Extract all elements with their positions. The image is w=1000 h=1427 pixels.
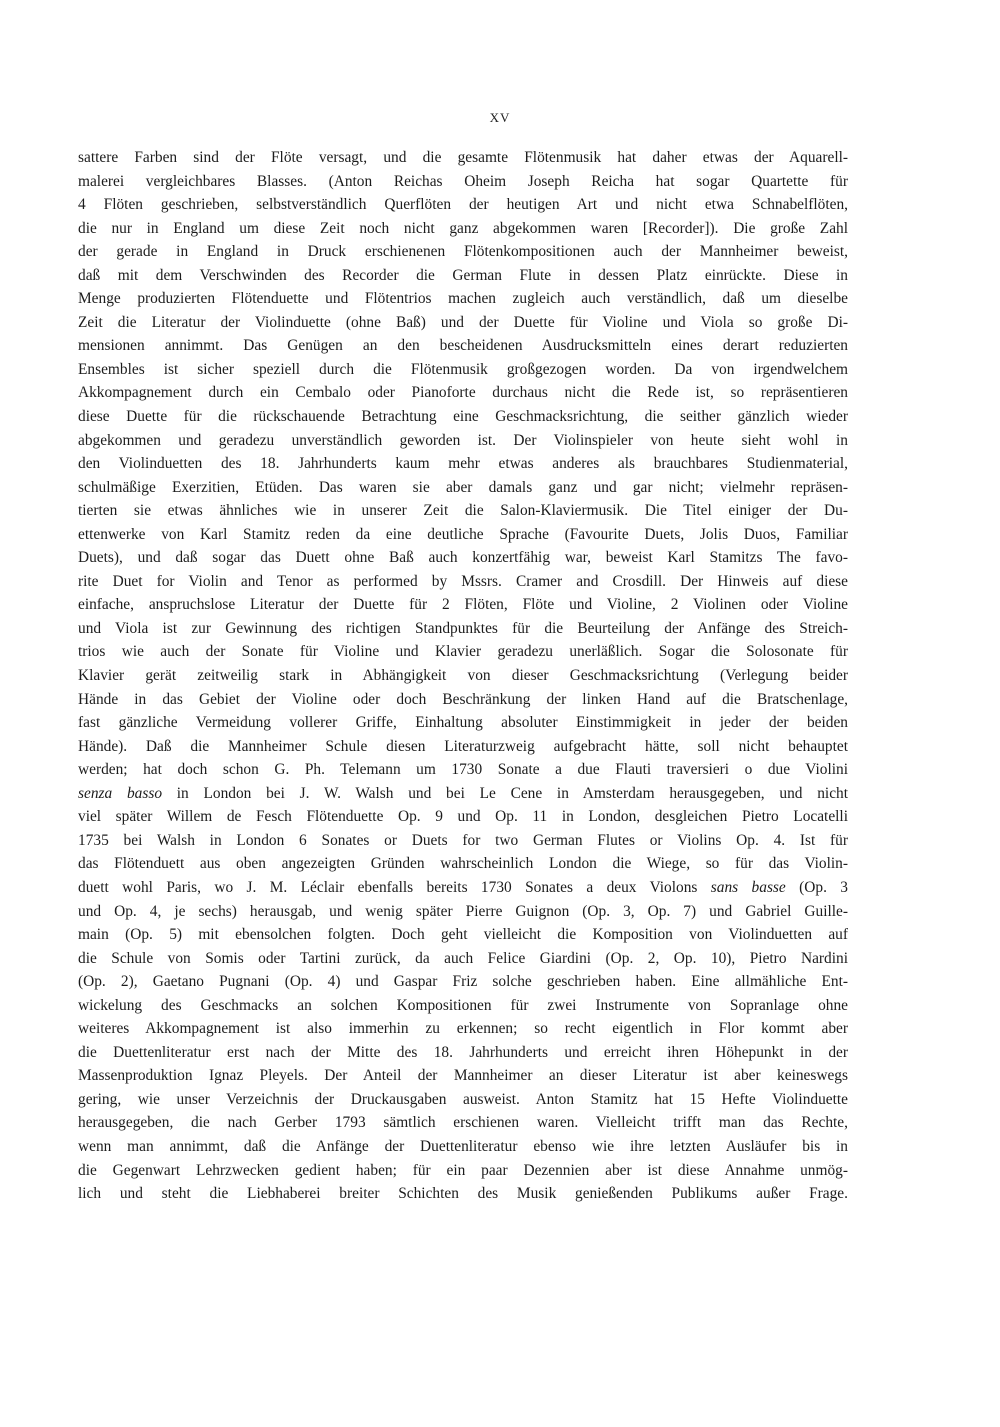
text-line: fast gänzliche Vermeidung vollerer Griffe, Einhaltung absoluter Einstimmigkeit in jeder der beiden — [78, 714, 848, 732]
text-line: der gerade in England in Druck erschienenen Flötenkompositionen auch der Mannheimer beweist, — [78, 243, 848, 261]
text-line: Zeit die Literatur der Violinduette (ohne Baß) und der Duette für Violine und Viola so große Di- — [78, 313, 848, 331]
text-line: senza basso in London bei J. W. Walsh und bei Le Cene in Amsterdam herausgegeben, und nicht — [78, 784, 848, 802]
text-line: Hände in das Gebiet der Violine oder doch Beschränkung der linken Hand auf die Bratschenlage, — [78, 690, 848, 708]
text-line: gering, wie unser Verzeichnis der Druckausgaben ausweist. Anton Stamitz hat 15 Hefte Violinduette — [78, 1090, 848, 1108]
text-line: viel später Willem de Fesch Flötenduette Op. 9 und Op. 11 in London, desgleichen Pietro Locatelli — [78, 808, 848, 826]
text-line: tierten sie etwas ähnliches wie in unserer Zeit die Salon-Klaviermusik. Die Titel einiger der Du- — [78, 502, 848, 520]
text-line: wenn man annimmt, daß die Anfänge der Duettenliteratur ebenso wie ihre letzten Ausläufer bis in — [78, 1137, 848, 1155]
text-line: Massenproduktion Ignaz Pleyels. Der Anteil der Mannheimer an dieser Literatur ist aber keineswegs — [78, 1067, 848, 1085]
text-line: Duets), und daß sogar das Duett ohne Baß auch konzertfähig war, beweist Karl Stamitzs The favo- — [78, 549, 848, 567]
text-line: die nur in England um diese Zeit noch nicht ganz abgekommen waren [Recorder]). Die große Zahl — [78, 219, 848, 237]
text-line: malerei vergleichbares Blasses. (Anton Reichas Oheim Joseph Reicha hat sogar Quartette für — [78, 172, 848, 190]
text-line: das Flötenduett aus oben angezeigten Gründen wahrscheinlich London die Wiege, so für das Violin- — [78, 855, 848, 873]
text-line: ettenwerke von Karl Stamitz reden da eine deutliche Sprache (Favourite Duets, Jolis Duos, Familiar — [78, 525, 848, 543]
text-line: diese Duette für die rückschauende Betrachtung eine Geschmacksrichtung, die seither gänzlich wieder — [78, 408, 848, 426]
text-line: und Op. 4, je sechs) herausgab, und wenig später Pierre Guignon (Op. 3, Op. 7) und Gabriel Guille- — [78, 902, 848, 920]
text-line: herausgegeben, die nach Gerber 1793 sämtlich erschienen waren. Vielleicht trifft man das Rechte, — [78, 1114, 848, 1132]
text-line: trios wie auch der Sonate für Violine und Klavier geradezu unerläßlich. Sogar die Solosonate für — [78, 643, 848, 661]
text-line: Ensembles ist sicher speziell durch die Flötenmusik großgezogen worden. Da von irgendwelchem — [78, 360, 848, 378]
text-line: mensionen annimmt. Das Genügen an den bescheidenen Ausdrucksmitteln eines derart reduzierten — [78, 337, 848, 355]
italic-phrase: sans basse — [710, 878, 786, 896]
text-line: sattere Farben sind der Flöte versagt, und die gesamte Flötenmusik hat daher etwas der Aquarell- — [78, 149, 848, 166]
page-number: XV — [489, 110, 511, 125]
text-line: (Op. 2), Gaetano Pugnani (Op. 4) und Gaspar Friz solche geschrieben haben. Eine allmähliche Ent- — [78, 973, 848, 991]
text-line: lich und steht die Liebhaberei breiter Schichten des Musik genießenden Publikums außer Frage. — [78, 1185, 848, 1203]
text-line: die Gegenwart Lehrzwecken gedient haben; für ein paar Dezennien aber ist diese Annahme unmög- — [78, 1161, 848, 1179]
text-line: Akkompagnement durch ein Cembalo oder Pianoforte durchaus nicht die Rede ist, so repräsentieren — [78, 384, 848, 402]
text-line: Klavier gerät zeitweilig stark in Abhängigkeit von dieser Geschmacksrichtung (Verlegung beider — [78, 667, 848, 685]
text-line: und Viola ist zur Gewinnung des richtigen Standpunktes für die Beurteilung der Anfänge des Streich- — [78, 619, 848, 637]
text-line: 4 Flöten geschrieben, selbstverständlich Querflöten der heutigen Art und nicht etwa Schnabelflöten, — [78, 196, 848, 214]
text-line: main (Op. 5) mit ebensolchen folgten. Doch geht vielleicht die Komposition von Violinduetten auf — [78, 926, 848, 944]
text-line: schulmäßige Exerzitien, Etüden. Das waren sie aber damals ganz und gar nicht; vielmehr repräsen- — [78, 478, 848, 496]
text-line: den Violinduetten des 18. Jahrhunderts kaum mehr etwas anderes als brauchbares Studienmaterial, — [78, 455, 848, 473]
text-line: wickelung des Geschmacks an solchen Kompositionen für zwei Instrumente von Sopranlage ohne — [78, 996, 848, 1014]
body-text — [78, 146, 848, 1206]
text-line: duett wohl Paris, wo J. M. Léclair ebenfalls bereits 1730 Sonates a deux Violons sans basse (Op. 3 — [78, 878, 848, 896]
italic-phrase: senza basso — [78, 784, 163, 802]
text-line: 1735 bei Walsh in London 6 Sonates or Duets for two German Flutes or Violins Op. 4. Ist für — [78, 831, 848, 849]
text-line: Hände). Daß die Mannheimer Schule diesen Literaturzweig aufgebracht hätte, soll nicht behauptet — [78, 737, 848, 755]
text-line: einfache, anspruchslose Literatur der Duette für 2 Flöten, Flöte und Violine, 2 Violinen oder Violine — [78, 596, 848, 614]
text-line: werden; hat doch schon G. Ph. Telemann um 1730 Sonate a due Flauti traversieri o due Violini — [78, 761, 848, 779]
text-line: rite Duet for Violin and Tenor as performed by Mssrs. Cramer and Crosdill. Der Hinweis auf diese — [78, 572, 848, 590]
text-line: die Schule von Somis oder Tartini zurück, da auch Felice Giardini (Op. 2, Op. 10), Pietro Nardini — [78, 949, 848, 967]
text-line: daß mit dem Verschwinden des Recorder die German Flute in dessen Platz einrückte. Diese in — [78, 266, 848, 284]
text-line: Menge produzierten Flötenduette und Flötentrios machen zugleich auch verständlich, daß um dieselbe — [78, 290, 848, 308]
text-line: die Duettenliteratur erst nach der Mitte des 18. Jahrhunderts und erreicht ihren Höhepunkt in der — [78, 1043, 848, 1061]
text-line: abgekommen und geradezu unverständlich geworden ist. Der Violinspieler von heute sieht wohl in — [78, 431, 848, 449]
text-line: weiteres Akkompagnement ist also immerhin zu erkennen; so recht eigentlich in Flor kommt aber — [78, 1020, 848, 1038]
